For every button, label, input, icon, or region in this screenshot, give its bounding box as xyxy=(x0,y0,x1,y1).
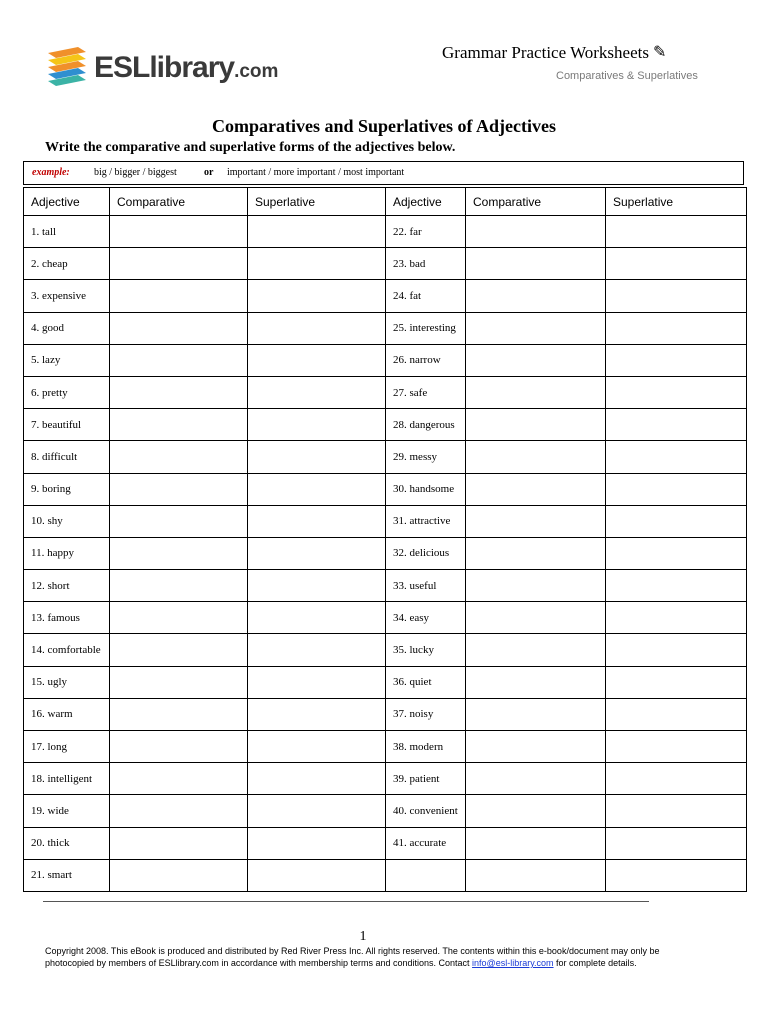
superlative-answer-cell[interactable] xyxy=(248,248,386,280)
copyright-notice: Copyright 2008. This eBook is produced and distributed by Red River Press Inc. All rights reserved. The contents within this e-book/document may only be photocopied by members of ESLlibrary.com in accordance with membership terms and conditions. Contact info@esl-library.com for complete details. xyxy=(45,946,660,968)
comparative-answer-cell[interactable] xyxy=(466,216,606,248)
table-row xyxy=(24,344,747,376)
table-row xyxy=(24,570,747,602)
comparative-answer-cell[interactable] xyxy=(466,795,606,827)
series-title: Grammar Practice Worksheets ✎ xyxy=(442,43,667,62)
adjective-cell: 26. narrow xyxy=(386,344,466,376)
superlative-answer-cell[interactable] xyxy=(248,634,386,666)
table-row xyxy=(24,602,747,634)
superlative-answer-cell[interactable] xyxy=(248,376,386,408)
superlative-answer-cell[interactable] xyxy=(606,344,747,376)
adjective-cell: 30. handsome xyxy=(386,473,466,505)
table-row xyxy=(24,666,747,698)
adjective-cell: 21. smart xyxy=(24,859,110,891)
comparative-answer-cell[interactable] xyxy=(110,441,248,473)
worksheet-title: Comparatives and Superlatives of Adjectives xyxy=(212,116,556,136)
comparative-answer-cell[interactable] xyxy=(466,666,606,698)
adjective-cell: 24. fat xyxy=(386,280,466,312)
comparative-answer-cell[interactable] xyxy=(466,763,606,795)
comparative-answer-cell[interactable] xyxy=(110,505,248,537)
superlative-answer-cell[interactable] xyxy=(248,441,386,473)
superlative-answer-cell[interactable] xyxy=(606,537,747,569)
table-row xyxy=(24,634,747,666)
adjective-cell: 2. cheap xyxy=(24,248,110,280)
comparative-answer-cell[interactable] xyxy=(110,666,248,698)
adjective-cell: 20. thick xyxy=(24,827,110,859)
adjective-cell: 12. short xyxy=(24,570,110,602)
adjective-cell: 40. convenient xyxy=(386,795,466,827)
comparative-answer-cell[interactable] xyxy=(466,602,606,634)
comparative-answer-cell[interactable] xyxy=(466,634,606,666)
superlative-answer-cell[interactable] xyxy=(606,666,747,698)
adjective-cell: 11. happy xyxy=(24,537,110,569)
adjective-cell: 25. interesting xyxy=(386,312,466,344)
adjective-cell: 8. difficult xyxy=(24,441,110,473)
table-row xyxy=(24,827,747,859)
superlative-answer-cell[interactable] xyxy=(248,698,386,730)
page-number: 1 xyxy=(359,929,367,944)
superlative-answer-cell[interactable] xyxy=(248,505,386,537)
superlative-answer-cell[interactable] xyxy=(606,795,747,827)
column-header: Superlative xyxy=(606,188,747,216)
comparative-answer-cell[interactable] xyxy=(110,827,248,859)
adjective-cell: 27. safe xyxy=(386,376,466,408)
adjective-cell: 3. expensive xyxy=(24,280,110,312)
column-header: Comparative xyxy=(466,188,606,216)
table-row xyxy=(24,763,747,795)
adjective-cell: 10. shy xyxy=(24,505,110,537)
superlative-answer-cell[interactable] xyxy=(248,731,386,763)
superlative-answer-cell[interactable] xyxy=(606,570,747,602)
superlative-answer-cell[interactable] xyxy=(248,344,386,376)
comparative-answer-cell[interactable] xyxy=(110,280,248,312)
comparative-answer-cell[interactable] xyxy=(466,280,606,312)
example-second: important / more important / most important xyxy=(227,167,405,178)
table-row xyxy=(24,698,747,730)
adjective-cell: 41. accurate xyxy=(386,827,466,859)
comparative-answer-cell[interactable] xyxy=(466,827,606,859)
column-header: Superlative xyxy=(248,188,386,216)
superlative-answer-cell[interactable] xyxy=(248,473,386,505)
adjective-cell: 34. easy xyxy=(386,602,466,634)
superlative-answer-cell[interactable] xyxy=(248,216,386,248)
comparative-answer-cell[interactable] xyxy=(466,859,606,891)
table-row xyxy=(24,537,747,569)
superlative-answer-cell[interactable] xyxy=(248,409,386,441)
example-box xyxy=(23,161,744,185)
superlative-answer-cell[interactable] xyxy=(606,409,747,441)
table-row xyxy=(24,441,747,473)
comparative-answer-cell[interactable] xyxy=(110,763,248,795)
superlative-answer-cell[interactable] xyxy=(606,216,747,248)
table-header-row xyxy=(24,188,747,216)
adjective-cell: 23. bad xyxy=(386,248,466,280)
superlative-answer-cell[interactable] xyxy=(606,505,747,537)
table-row xyxy=(24,731,747,763)
table-row xyxy=(24,216,747,248)
adjective-cell: 17. long xyxy=(24,731,110,763)
superlative-answer-cell[interactable] xyxy=(606,473,747,505)
superlative-answer-cell[interactable] xyxy=(248,666,386,698)
superlative-answer-cell[interactable] xyxy=(248,537,386,569)
footer-divider xyxy=(43,901,649,902)
comparative-answer-cell[interactable] xyxy=(466,376,606,408)
adjective-cell: 29. messy xyxy=(386,441,466,473)
comparative-answer-cell[interactable] xyxy=(466,731,606,763)
superlative-answer-cell[interactable] xyxy=(606,312,747,344)
comparative-answer-cell[interactable] xyxy=(110,634,248,666)
table-row xyxy=(24,473,747,505)
comparative-answer-cell[interactable] xyxy=(110,537,248,569)
comparative-answer-cell[interactable] xyxy=(110,795,248,827)
adjective-cell: 14. comfortable xyxy=(24,634,110,666)
superlative-answer-cell[interactable] xyxy=(606,763,747,795)
superlative-answer-cell[interactable] xyxy=(606,248,747,280)
comparative-answer-cell[interactable] xyxy=(466,248,606,280)
column-header: Adjective xyxy=(386,188,466,216)
adjective-cell: 6. pretty xyxy=(24,376,110,408)
table-row xyxy=(24,859,747,891)
adjective-cell: 22. far xyxy=(386,216,466,248)
column-header: Adjective xyxy=(24,188,110,216)
example-first: big / bigger / biggest xyxy=(94,167,177,178)
table-body xyxy=(24,216,747,892)
contact-email-link[interactable]: info@esl-library.com xyxy=(472,958,554,968)
comparative-answer-cell[interactable] xyxy=(110,859,248,891)
adjective-cell: 38. modern xyxy=(386,731,466,763)
adjective-cell: 33. useful xyxy=(386,570,466,602)
esl-library-logo xyxy=(44,43,284,93)
comparative-answer-cell[interactable] xyxy=(466,505,606,537)
adjective-table xyxy=(23,187,747,892)
adjective-cell: 1. tall xyxy=(24,216,110,248)
adjective-cell: 19. wide xyxy=(24,795,110,827)
table-row xyxy=(24,409,747,441)
comparative-answer-cell[interactable] xyxy=(466,537,606,569)
adjective-cell: 9. boring xyxy=(24,473,110,505)
comparative-answer-cell[interactable] xyxy=(466,409,606,441)
table-row xyxy=(24,280,747,312)
series-header xyxy=(442,43,742,82)
comparative-answer-cell[interactable] xyxy=(466,570,606,602)
adjective-cell: 18. intelligent xyxy=(24,763,110,795)
table-row xyxy=(24,376,747,408)
comparative-answer-cell[interactable] xyxy=(110,248,248,280)
superlative-answer-cell[interactable] xyxy=(248,859,386,891)
table-row xyxy=(24,795,747,827)
superlative-answer-cell[interactable] xyxy=(606,602,747,634)
logo-wordmark: ESLlibrary.com xyxy=(94,51,279,84)
superlative-answer-cell[interactable] xyxy=(248,827,386,859)
series-subtitle: Comparatives & Superlatives xyxy=(556,70,698,82)
adjective-cell: 4. good xyxy=(24,312,110,344)
adjective-cell: 35. lucky xyxy=(386,634,466,666)
superlative-answer-cell[interactable] xyxy=(248,795,386,827)
comparative-answer-cell[interactable] xyxy=(110,216,248,248)
comparative-answer-cell[interactable] xyxy=(466,344,606,376)
comparative-answer-cell[interactable] xyxy=(110,602,248,634)
adjective-cell: 15. ugly xyxy=(24,666,110,698)
comparative-answer-cell[interactable] xyxy=(110,312,248,344)
superlative-answer-cell[interactable] xyxy=(606,376,747,408)
adjective-cell: 7. beautiful xyxy=(24,409,110,441)
comparative-answer-cell[interactable] xyxy=(466,312,606,344)
adjective-cell: 28. dangerous xyxy=(386,409,466,441)
comparative-answer-cell[interactable] xyxy=(466,473,606,505)
adjective-cell xyxy=(386,859,466,891)
superlative-answer-cell[interactable] xyxy=(248,763,386,795)
table-row xyxy=(24,312,747,344)
comparative-answer-cell[interactable] xyxy=(110,409,248,441)
example-separator: or xyxy=(204,167,214,178)
superlative-answer-cell[interactable] xyxy=(248,280,386,312)
comparative-answer-cell[interactable] xyxy=(466,698,606,730)
superlative-answer-cell[interactable] xyxy=(606,731,747,763)
example-label: example: xyxy=(32,167,70,178)
table-row xyxy=(24,505,747,537)
comparative-answer-cell[interactable] xyxy=(110,731,248,763)
adjective-cell: 16. warm xyxy=(24,698,110,730)
adjective-cell: 5. lazy xyxy=(24,344,110,376)
superlative-answer-cell[interactable] xyxy=(606,441,747,473)
adjective-cell: 37. noisy xyxy=(386,698,466,730)
adjective-cell: 32. delicious xyxy=(386,537,466,569)
adjective-cell: 31. attractive xyxy=(386,505,466,537)
book-stack-icon xyxy=(44,43,90,89)
comparative-answer-cell[interactable] xyxy=(110,570,248,602)
comparative-answer-cell[interactable] xyxy=(110,698,248,730)
comparative-answer-cell[interactable] xyxy=(466,441,606,473)
pencil-icon: ✎ xyxy=(652,44,667,61)
adjective-cell: 13. famous xyxy=(24,602,110,634)
superlative-answer-cell[interactable] xyxy=(248,602,386,634)
superlative-answer-cell[interactable] xyxy=(606,859,747,891)
adjective-cell: 39. patient xyxy=(386,763,466,795)
adjective-cell: 36. quiet xyxy=(386,666,466,698)
table-row xyxy=(24,248,747,280)
superlative-answer-cell[interactable] xyxy=(606,634,747,666)
superlative-answer-cell[interactable] xyxy=(606,827,747,859)
worksheet-instructions: Write the comparative and superlative forms of the adjectives below. xyxy=(45,140,456,155)
superlative-answer-cell[interactable] xyxy=(606,698,747,730)
comparative-answer-cell[interactable] xyxy=(110,344,248,376)
comparative-answer-cell[interactable] xyxy=(110,473,248,505)
comparative-answer-cell[interactable] xyxy=(110,376,248,408)
column-header: Comparative xyxy=(110,188,248,216)
superlative-answer-cell[interactable] xyxy=(248,312,386,344)
superlative-answer-cell[interactable] xyxy=(606,280,747,312)
superlative-answer-cell[interactable] xyxy=(248,570,386,602)
